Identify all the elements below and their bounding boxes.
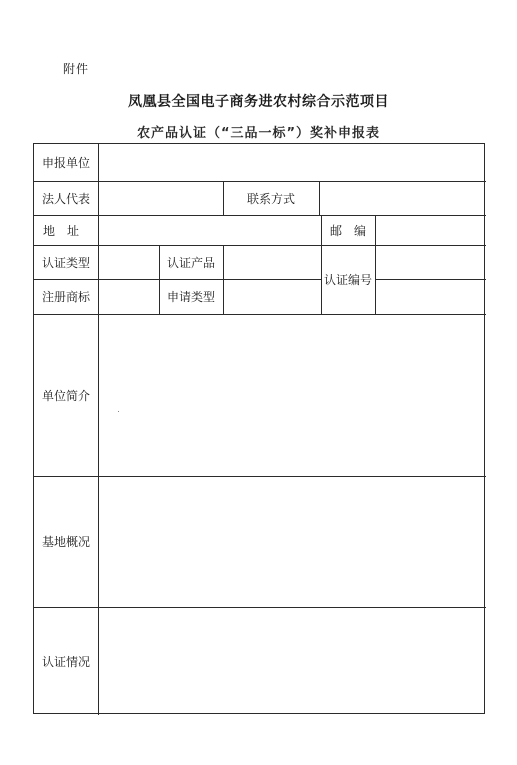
application-form-table — [33, 143, 485, 714]
label-certification-status: 认证情况 — [41, 654, 90, 669]
legal-representative-field[interactable] — [99, 182, 223, 215]
base-overview-field[interactable] — [99, 477, 486, 607]
label-address: 地 址 — [43, 223, 80, 238]
contact-method-field[interactable] — [320, 182, 486, 215]
application-type-field[interactable] — [224, 280, 321, 314]
certified-product-field[interactable] — [224, 246, 321, 279]
label-certified-product: 认证产品 — [166, 255, 215, 270]
applicant-unit-field[interactable] — [99, 144, 486, 181]
label-postcode: 邮 编 — [329, 223, 366, 238]
label-certification-type: 认证类型 — [41, 255, 90, 270]
label-certification-number: 认证编号 — [323, 273, 372, 287]
certification-status-field[interactable] — [99, 608, 486, 715]
document-subtitle: 农产品认证（“三品一标”）奖补申报表 — [136, 126, 381, 141]
label-registered-trademark: 注册商标 — [41, 290, 90, 304]
certification-number-field-1[interactable] — [376, 246, 486, 279]
registered-trademark-field[interactable] — [99, 280, 159, 314]
certification-type-field[interactable] — [99, 246, 159, 279]
label-base-overview: 基地概况 — [41, 535, 90, 549]
certification-number-field-2[interactable] — [376, 280, 486, 314]
unit-introduction-field[interactable] — [99, 315, 486, 476]
scan-speck — [118, 411, 119, 412]
label-contact-method: 联系方式 — [246, 191, 295, 206]
label-applicant-unit: 申报单位 — [41, 156, 90, 170]
document-title: 凤凰县全国电子商务进农村综合示范项目 — [128, 94, 389, 110]
address-field[interactable] — [99, 216, 321, 245]
label-unit-introduction: 单位简介 — [41, 388, 90, 403]
postcode-field[interactable] — [376, 216, 486, 245]
attachment-label: 附件 — [63, 62, 90, 76]
label-application-type: 申请类型 — [166, 290, 215, 304]
label-legal-representative: 法人代表 — [41, 191, 90, 206]
